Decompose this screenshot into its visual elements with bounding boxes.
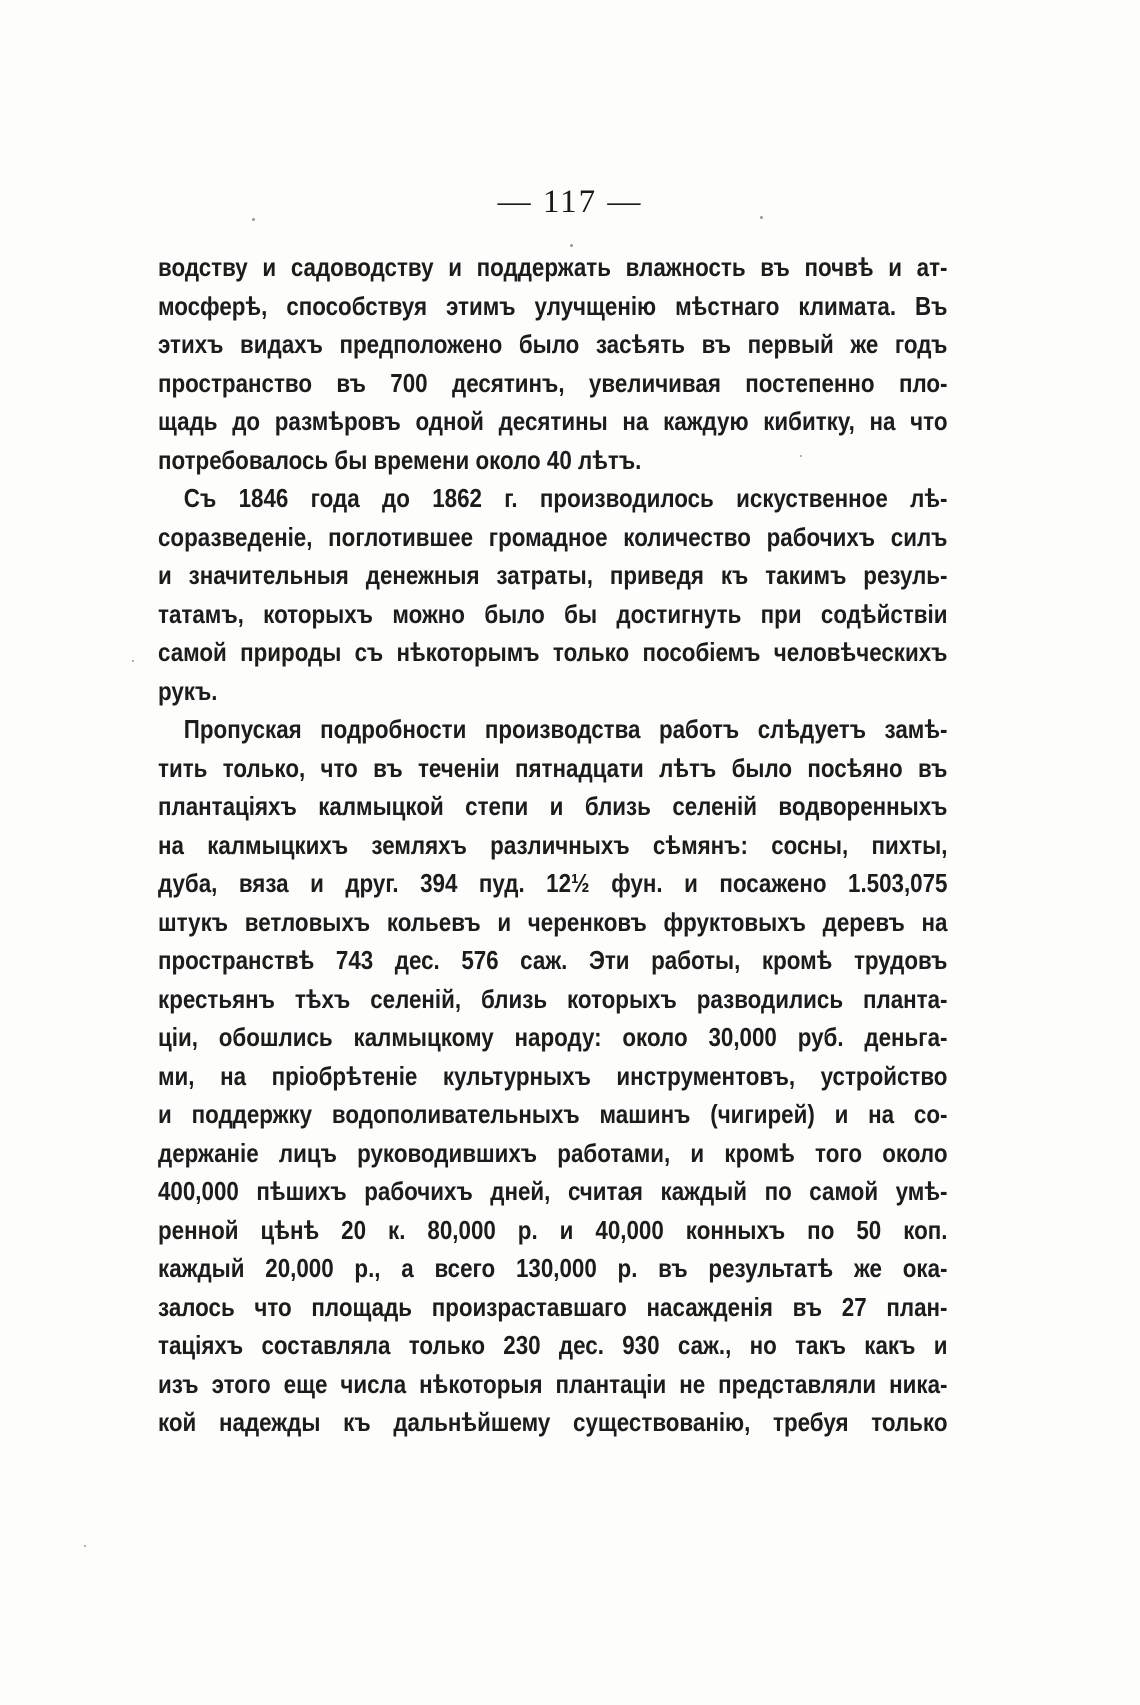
text-line: и поддержку водополивательныхъ машинъ (чигирей) и на со-: [158, 1099, 948, 1129]
paragraph-start-line: Пропуская подробности производства работъ слѣдуетъ замѣ-: [183, 714, 948, 744]
text-line: и значительныя денежныя затраты, приведя къ такимъ резуль-: [158, 560, 948, 590]
text-line: тить только, что въ теченіи пятнадцати лѣтъ было посѣяно въ: [158, 752, 948, 783]
paper-speck: [760, 216, 763, 219]
text-line: дуба, вяза и друг. 394 пуд. 12½ фун. и посажено 1.503,075: [158, 868, 948, 898]
text-line: на калмыцкихъ земляхъ различныхъ сѣмянъ: сосны, пихты,: [158, 829, 948, 860]
text-line: ми, на пріобрѣтеніе культурныхъ инструментовъ, устройство: [158, 1060, 948, 1091]
text-line: штукъ ветловыхъ кольевъ и черенковъ фруктовыхъ деревъ на: [158, 906, 948, 937]
text-line: крестьянъ тѣхъ селеній, близь которыхъ разводились планта-: [158, 983, 948, 1014]
paper-speck: [570, 244, 573, 247]
text-line: соразведеніе, поглотившее громадное количество рабочихъ силъ: [158, 521, 948, 552]
text-line: 400,000 пѣшихъ рабочихъ дней, считая каждый по самой умѣ-: [158, 1176, 948, 1206]
text-line: мосферѣ, способствуя этимъ улучщенію мѣстнаго климата. Въ: [158, 290, 948, 321]
text-line: плантаціяхъ калмыцкой степи и близь селеній водворенныхъ: [158, 791, 948, 821]
text-line: потребовалось бы времени около 40 лѣтъ.: [158, 444, 642, 475]
text-line: татамъ, которыхъ можно было бы достигнуть при содѣйствіи: [158, 598, 948, 629]
text-line: водству и садоводству и поддержать влажность въ почвѣ и ат-: [158, 252, 948, 282]
page-number: — 117 —: [497, 184, 643, 220]
text-line: пространство въ 700 десятинъ, увеличивая постепенно пло-: [158, 367, 948, 398]
text-line: каждый 20,000 р., а всего 130,000 р. въ результатѣ же ока-: [158, 1253, 948, 1283]
text-line: изъ этого еще числа нѣкоторыя плантаціи не представляли ника-: [158, 1368, 948, 1399]
text-line: этихъ видахъ предположено было засѣять въ первый же годъ: [158, 329, 948, 359]
text-line: таціяхъ составляла только 230 дес. 930 саж., но такъ какъ и: [158, 1330, 948, 1360]
text-line: ренной цѣнѣ 20 к. 80,000 р. и 40,000 конныхъ по 50 коп.: [158, 1214, 948, 1245]
text-line: самой природы съ нѣкоторымъ только пособіемъ человѣческихъ: [158, 637, 948, 667]
paper-speck: [800, 455, 802, 457]
text-line: ціи, обошлись калмыцкому народу: около 30,000 руб. деньга-: [158, 1022, 948, 1052]
paper-speck: [132, 660, 134, 662]
text-line: щадь до размѣровъ одной десятины на каждую кибитку, на что: [158, 406, 948, 436]
paragraph-start-line: Съ 1846 года до 1862 г. производилось искуственное лѣ-: [183, 483, 948, 513]
body-text: [158, 248, 948, 1442]
text-line: рукъ.: [158, 675, 218, 706]
text-line: пространствѣ 743 дес. 576 саж. Эти работы, кромѣ трудовъ: [158, 945, 948, 975]
text-line: держаніе лицъ руководившихъ работами, и кромѣ того около: [158, 1137, 948, 1168]
paper-speck: [84, 1545, 86, 1547]
paper-speck: [252, 218, 255, 221]
text-line: залось что площадь произраставшаго насажденія въ 27 план-: [158, 1291, 948, 1322]
text-line: кой надежды къ дальнѣйшему существованію, требуя только: [158, 1407, 948, 1437]
